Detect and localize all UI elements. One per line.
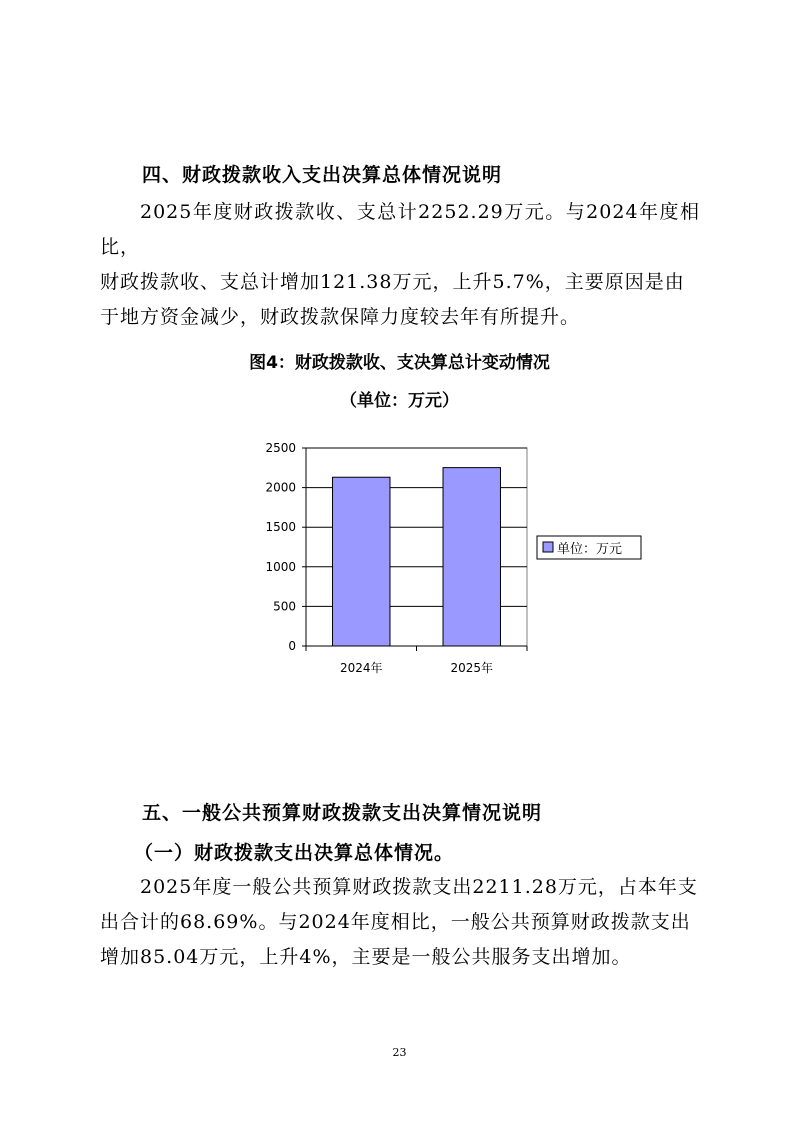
section-5-paragraph	[100, 870, 700, 975]
section-5-subheading: （一）财政拨款支出决算总体情况。	[134, 842, 455, 864]
y-tick-label: 1500	[265, 520, 296, 535]
para-line: 2025年度一般公共预算财政拨款支出2211.28万元，占本年支	[140, 876, 698, 898]
x-tick-label: 2025年	[450, 661, 494, 675]
bar	[443, 468, 500, 646]
bar-chart	[0, 440, 799, 675]
y-tick-label: 500	[273, 599, 296, 614]
section-4-heading: 四、财政拨款收入支出决算总体情况说明	[142, 164, 503, 186]
para-line: 出合计的68.69%。与2024年度相比，一般公共预算财政拨款支出	[100, 911, 691, 933]
chart-unit: （单位：万元）	[340, 391, 459, 411]
y-tick-label: 2500	[265, 441, 296, 455]
legend-label: 单位：万元	[557, 542, 623, 557]
y-tick-label: 0	[288, 639, 296, 653]
bar	[333, 477, 390, 646]
para-line: 增加85.04万元，上升4%，主要是一般公共服务支出增加。	[100, 946, 632, 968]
section-5-heading: 五、一般公共预算财政拨款支出决算情况说明	[142, 802, 543, 824]
legend-swatch	[543, 542, 553, 552]
para-line: 财政拨款收、支总计增加121.38万元，上升5.7%，主要原因是由	[100, 271, 685, 293]
y-tick-label: 1000	[265, 559, 296, 574]
para-line: 2025年度财政拨款收、支总计2252.29万元。与2024年度相比，	[100, 201, 700, 258]
chart-title: 图4：财政拨款收、支决算总计变动情况	[249, 353, 550, 373]
x-tick-label: 2024年	[339, 661, 383, 675]
para-line: 于地方资金减少，财政拨款保障力度较去年有所提升。	[100, 306, 581, 328]
section-4-paragraph	[100, 195, 700, 335]
page-number: 23	[392, 1046, 407, 1059]
y-tick-label: 2000	[265, 480, 296, 495]
chart-legend	[537, 536, 641, 559]
